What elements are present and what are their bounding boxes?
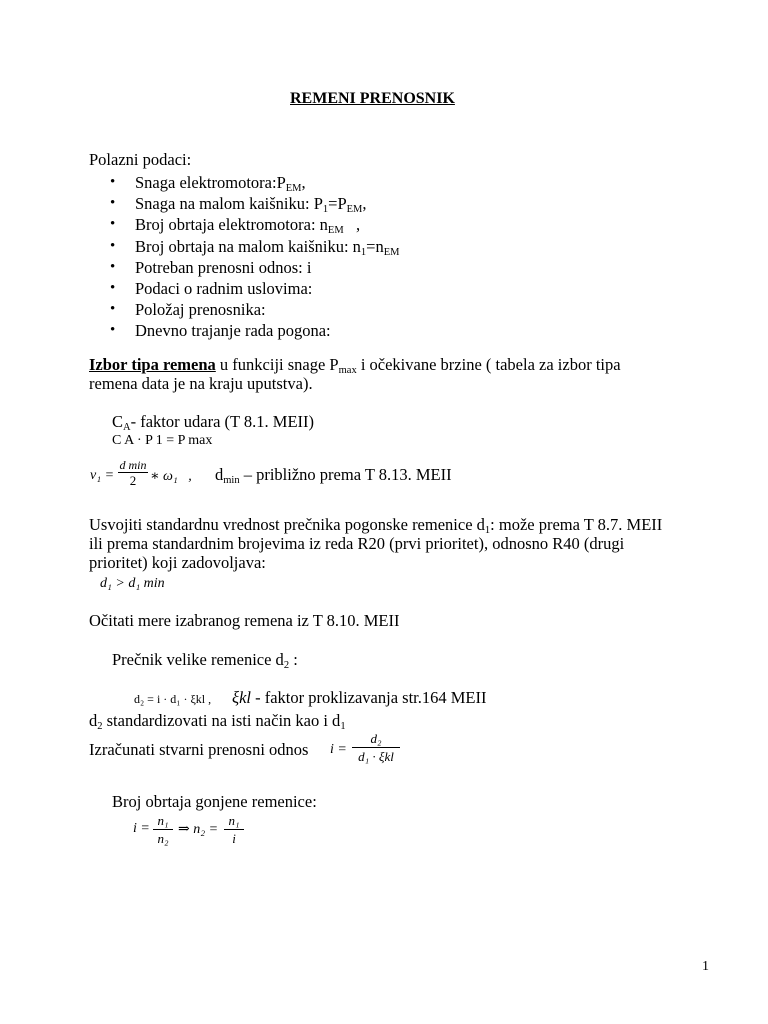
pulley-line1: Usvojiti standardnu vrednost prečnika pogonske remenice $d_1$: može prema T 8.7. MEII [89, 515, 663, 536]
document-title: REMENI PRENOSNIK [290, 90, 455, 107]
pulley-line3: prioritet) koji zadovoljava: [89, 553, 266, 572]
page-number: 1 [702, 959, 709, 974]
belt-selection-line2: remena data je na kraju uputstva). [89, 374, 313, 393]
standardize-text: $d_2$ standardizovati na isti način kao i $d_1$ [89, 711, 346, 732]
list-item: • Broj obrtaja elektromotora: $n_{EM}$ , [108, 214, 399, 235]
pulley-line2: ili prema standardnim brojevima iz reda R20 (prvi prioritet), odnosno R40 (drugi [89, 534, 625, 553]
driven-speed-heading: Broj obrtaja gonjene remenice: [112, 792, 317, 811]
belt-selection-paragraph: Izbor tipa remena u funkciji snage $P_{max}$ i očekivane brzine ( tabela za izbor tipa [89, 355, 621, 376]
speed-fraction-2: $\frac{\text{n₁}}{i}$ [224, 813, 244, 847]
initial-data-heading: Polazni podaci: [89, 150, 192, 169]
velocity-formula-rhs: ∗ ω₁ , [150, 469, 192, 484]
initial-data-list [108, 172, 399, 342]
ca-factor-text: $C_A-$ faktor udara (T 8.1. MEII) [112, 412, 315, 433]
list-item: • Dnevno trajanje rada pogona: [108, 320, 399, 341]
pulley-condition: d₁ > d₁ min [100, 576, 165, 591]
belt-selection-heading: Izbor tipa remena [89, 355, 216, 374]
list-item: • Snaga na malom kaišniku: $P_1=P_{EM}$, [108, 193, 399, 214]
large-pulley-heading: Prečnik velike remenice $d_2$ : [112, 650, 298, 671]
list-item: • Podaci o radnim uslovima: [108, 278, 399, 299]
ca-formula: C A · P 1 = P max [112, 433, 213, 448]
speed-arrow: ⇒ n₂ = [178, 822, 219, 837]
speed-ratio-lhs: i = [133, 821, 150, 836]
read-dims-text: Očitati mere izabranog remena iz T 8.10. MEII [89, 611, 400, 630]
list-item: • Potreban prenosni odnos: i [108, 257, 399, 278]
list-item: • Položaj prenosnika: [108, 299, 399, 320]
dmin-text: $d_{min}$ – približno prema T 8.13. MEII [215, 465, 452, 486]
large-pulley-formula: d₂ = i · d₁ · ξkl , [134, 692, 212, 706]
speed-fraction-1: $\frac{\text{n₁}}{\text{n₂}}$ [153, 813, 173, 847]
list-item: • Broj obrtaja na malom kaišniku: $n_1=n_{EM}$ [108, 236, 399, 257]
list-item: • Snaga $elektromotora:P_{EM}$, [108, 172, 399, 193]
ratio-fraction: d₂ d₁ · ξkl [352, 731, 400, 765]
velocity-fraction: d min 2 [119, 458, 147, 488]
ratio-text: Izračunati stvarni prenosni odnos [89, 740, 309, 759]
velocity-formula-lhs: v₁ = [90, 468, 115, 483]
slip-factor-text: ξkl - faktor proklizavanja str.164 MEII [232, 688, 487, 707]
ratio-lhs: i = [330, 742, 347, 757]
